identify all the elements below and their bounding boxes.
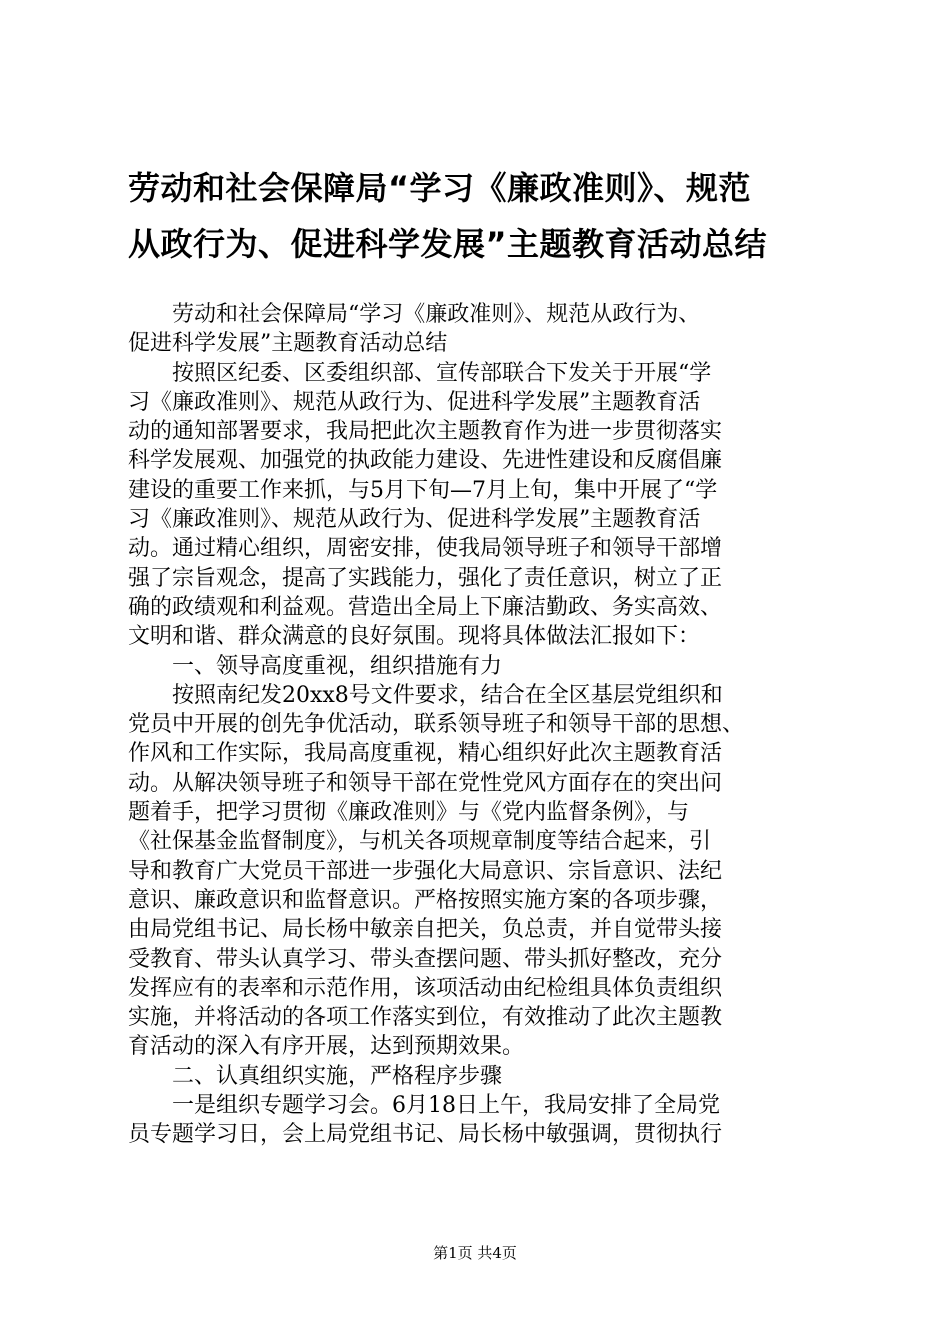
paragraph-line: 《社保基金监督制度》，与机关各项规章制度等结合起来，引 xyxy=(128,829,712,855)
page-number-footer: 第1页 共4页 xyxy=(433,1244,517,1262)
document-title xyxy=(128,160,828,272)
section-heading: 一、领导高度重视，组织措施有力 xyxy=(172,653,503,679)
document-body xyxy=(128,300,828,1150)
paragraph-line: 由局党组书记、局长杨中敏亲自把关，负总责，并自觉带头接 xyxy=(128,917,723,943)
paragraph-line: 动。从解决领导班子和领导干部在党性党风方面存在的突出问 xyxy=(128,770,723,796)
section-heading: 二、认真组织实施，严格程序步骤 xyxy=(172,1063,503,1089)
title-line: 劳动和社会保障局“学习《廉政准则》、规范 xyxy=(128,169,752,207)
paragraph-line: 员专题学习日，会上局党组书记、局长杨中敏强调，贯彻执行 xyxy=(128,1122,723,1148)
paragraph-line: 意识、廉政意识和监督意识。严格按照实施方案的各项步骤， xyxy=(128,887,723,913)
paragraph-line: 文明和谐、群众满意的良好氛围。现将具体做法汇报如下： xyxy=(128,624,701,650)
paragraph-line: 受教育、带头认真学习、带头查摆问题、带头抓好整改，充分 xyxy=(128,946,723,972)
paragraph-line: 科学发展观、加强党的执政能力建设、先进性建设和反腐倡廉 xyxy=(128,448,723,474)
paragraph-line: 促进科学发展”主题教育活动总结 xyxy=(128,331,448,357)
paragraph-line: 劳动和社会保障局“学习《廉政准则》、规范从政行为、 xyxy=(172,302,701,327)
paragraph-line: 习《廉政准则》、规范从政行为、促进科学发展”主题教育活 xyxy=(128,389,701,415)
paragraph-line: 发挥应有的表率和示范作用，该项活动由纪检组具体负责组织 xyxy=(128,975,723,1001)
paragraph-line: 习《廉政准则》、规范从政行为、促进科学发展”主题教育活 xyxy=(128,507,701,533)
paragraph-line: 党员中开展的创先争优活动，联系领导班子和领导干部的思想、 xyxy=(128,712,745,738)
paragraph-line: 动。通过精心组织，周密安排，使我局领导班子和领导干部增 xyxy=(128,536,723,562)
paragraph-line: 导和教育广大党员干部进一步强化大局意识、宗旨意识、法纪 xyxy=(128,858,723,884)
paragraph-line: 强了宗旨观念，提高了实践能力，强化了责任意识，树立了正 xyxy=(128,565,723,591)
paragraph-line: 动的通知部署要求，我局把此次主题教育作为进一步贯彻落实 xyxy=(128,419,723,445)
paragraph-line: 作风和工作实际，我局高度重视，精心组织好此次主题教育活 xyxy=(128,741,723,767)
paragraph-line: 确的政绩观和利益观。营造出全局上下廉洁勤政、务实高效、 xyxy=(128,594,723,620)
paragraph-line: 一是组织专题学习会。6月18日上午，我局安排了全局党 xyxy=(172,1093,720,1119)
paragraph-line: 题着手，把学习贯彻《廉政准则》与《党内监督条例》，与 xyxy=(128,800,690,826)
paragraph-line: 育活动的深入有序开展，达到预期效果。 xyxy=(128,1034,525,1060)
paragraph-line: 实施，并将活动的各项工作落实到位，有效推动了此次主题教 xyxy=(128,1005,723,1031)
paragraph-line: 建设的重要工作来抓，与5月下旬—7月上旬，集中开展了“学 xyxy=(128,477,718,503)
paragraph-line: 按照区纪委、区委组织部、宣传部联合下发关于开展“学 xyxy=(172,360,712,386)
title-line: 从政行为、促进科学发展”主题教育活动总结 xyxy=(128,225,768,263)
paragraph-line: 按照南纪发20xx8号文件要求，结合在全区基层党组织和 xyxy=(172,682,723,708)
